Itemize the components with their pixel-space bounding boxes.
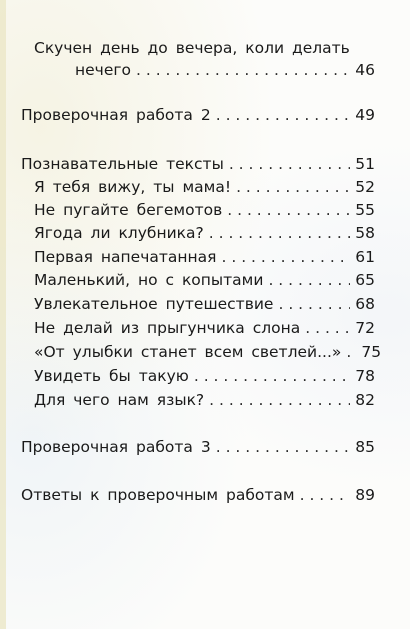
- toc-entry-title: Я тебя вижу, ты мама!: [34, 178, 232, 196]
- toc-leader-dots: [229, 152, 350, 176]
- toc-leader-dots: [346, 340, 356, 364]
- toc-entry: [21, 103, 375, 127]
- toc-leader-dots: [305, 316, 350, 340]
- toc-entry-page: 89: [355, 486, 375, 504]
- toc-entry-title: «От улыбки станет всем светлей...»: [34, 343, 342, 361]
- toc-leader-dots: [268, 268, 350, 292]
- toc-entry: [34, 221, 375, 245]
- toc-entry-page: 52: [355, 178, 375, 196]
- toc-leader-dots: [216, 435, 351, 459]
- toc-entry-title: Ответы к проверочным работам: [21, 486, 295, 504]
- toc-entry-title: нечего: [75, 61, 131, 79]
- toc-entry-page: 72: [355, 319, 375, 337]
- toc-leader-dots: [227, 198, 350, 222]
- toc-entry-page: 85: [355, 438, 375, 456]
- toc-entry-page: 78: [355, 367, 375, 385]
- toc-leader-dots: [209, 221, 351, 245]
- toc-entry: [34, 388, 375, 412]
- toc-entry-title: Не пугайте бегемотов: [34, 201, 223, 219]
- toc-entry-page: 46: [355, 61, 375, 79]
- toc-entry: [75, 58, 375, 82]
- toc-entry-page: 82: [355, 391, 375, 409]
- toc-entry: [34, 198, 375, 222]
- toc-entry: [34, 364, 375, 388]
- toc-entry-page: 49: [355, 106, 375, 124]
- toc-leader-dots: [222, 245, 351, 269]
- toc-entry-title: Первая напечатанная: [34, 248, 217, 266]
- toc-entry: [34, 175, 375, 199]
- toc-leader-dots: [216, 103, 351, 127]
- toc-leader-dots: [194, 364, 350, 388]
- toc-entry-title: Для чего нам язык?: [34, 391, 205, 409]
- toc-entry-title: Увидеть бы такую: [34, 367, 189, 385]
- toc-entry-page: 61: [355, 248, 375, 266]
- toc-entry-title: Маленький, но с копытами: [34, 271, 264, 289]
- toc-entry-page: 68: [355, 295, 375, 313]
- toc-entry: [21, 435, 375, 459]
- toc-leader-dots: [300, 483, 351, 507]
- toc-entry: [34, 340, 382, 364]
- toc-entry-page: 51: [355, 155, 375, 173]
- toc-leader-dots: [236, 175, 350, 199]
- toc-leader-dots: [136, 58, 350, 82]
- toc-entry-page: 75: [361, 343, 382, 361]
- toc-entry-title: Познавательные тексты: [21, 155, 224, 173]
- toc-entry: [34, 268, 375, 292]
- toc-entry-page: 65: [355, 271, 375, 289]
- toc-entry: [21, 483, 375, 507]
- toc-leader-dots: [209, 388, 350, 412]
- toc-entry-line: [34, 36, 374, 60]
- toc-entry-page: 58: [355, 224, 375, 242]
- toc-entry: [34, 316, 375, 340]
- toc-entry-title: Проверочная работа 2: [21, 106, 211, 124]
- toc-entry-title: Не делай из прыгунчика слона: [34, 319, 301, 337]
- toc-entry: [34, 245, 375, 269]
- toc-leader-dots: [278, 292, 350, 316]
- toc-entry-title: Проверочная работа 3: [21, 438, 211, 456]
- toc-entry-title: Ягода ли клубника?: [34, 224, 204, 242]
- toc-entry-page: 55: [355, 201, 375, 219]
- toc-entry: [34, 292, 375, 316]
- toc-entry: [21, 152, 375, 176]
- toc-entry-title: Увлекательное путешествие: [34, 295, 274, 313]
- toc-entry-title: Скучен день до вечера, коли делать: [34, 39, 350, 57]
